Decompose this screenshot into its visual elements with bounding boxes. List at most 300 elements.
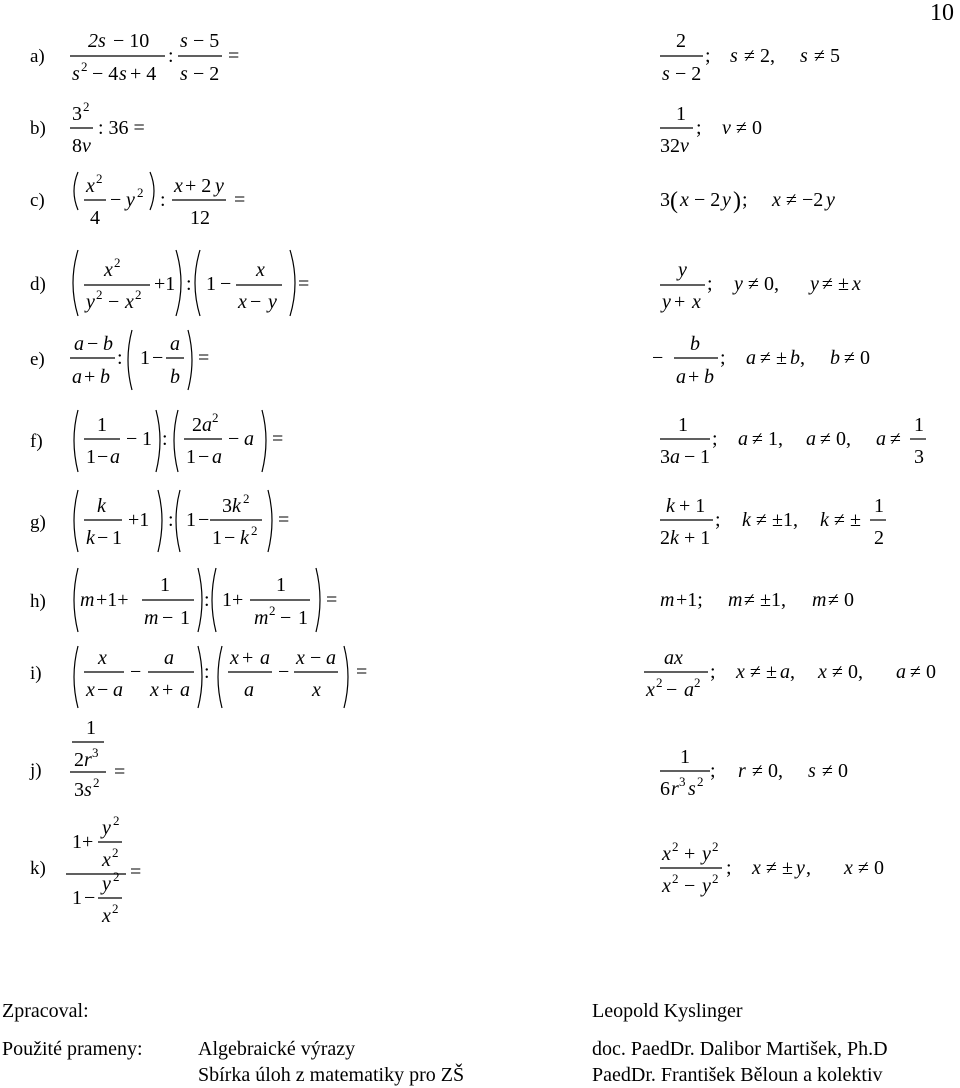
label-e: e): [30, 349, 45, 370]
svg-text:+1+: +1+: [96, 589, 129, 611]
svg-text:r: r: [84, 749, 92, 771]
svg-text:+: +: [674, 291, 686, 313]
source-title: Algebraické výrazy: [198, 1038, 356, 1060]
svg-text:v: v: [680, 135, 689, 157]
svg-text:+1;: +1;: [676, 589, 703, 611]
svg-text:x: x: [86, 679, 95, 701]
svg-text:a: a: [326, 647, 336, 669]
svg-text:;: ;: [715, 509, 721, 531]
svg-text:;: ;: [720, 347, 726, 369]
problem-k-result: [660, 839, 884, 897]
svg-text:b: b: [100, 366, 110, 388]
svg-text:(: (: [670, 188, 678, 214]
svg-text:1: 1: [914, 414, 924, 436]
svg-text:−: −: [87, 333, 99, 355]
svg-text:=: =: [198, 347, 210, 369]
svg-text:x: x: [102, 849, 111, 871]
svg-text:s: s: [730, 45, 738, 67]
svg-text:s: s: [180, 63, 188, 85]
problem-i-result: [644, 647, 936, 701]
svg-text:x: x: [238, 291, 247, 313]
svg-text:2: 2: [697, 774, 704, 789]
svg-text:y: y: [102, 873, 111, 895]
svg-text:2: 2: [114, 255, 121, 270]
svg-text:,: ,: [800, 347, 805, 369]
svg-text:,: ,: [790, 661, 795, 683]
label-f: f): [30, 431, 43, 452]
svg-text:−: −: [224, 527, 236, 549]
svg-text:−: −: [250, 291, 262, 313]
svg-text:r: r: [738, 760, 746, 782]
svg-text:2: 2: [656, 675, 663, 690]
svg-text:−: −: [278, 661, 290, 683]
svg-text:2: 2: [81, 59, 88, 74]
problem-b-result: [660, 103, 762, 157]
svg-text:2: 2: [676, 30, 686, 52]
svg-text:2: 2: [672, 839, 679, 854]
svg-text:1: 1: [206, 273, 216, 295]
svg-text:): ): [733, 188, 741, 214]
svg-text:s: s: [662, 63, 670, 85]
svg-text:1: 1: [678, 414, 688, 436]
svg-text:b: b: [170, 366, 180, 388]
svg-text:y: y: [215, 175, 224, 197]
svg-text:x: x: [150, 679, 159, 701]
svg-text:≠ 0: ≠ 0: [736, 117, 762, 139]
svg-text:1: 1: [700, 446, 710, 468]
svg-text:− 5: − 5: [193, 30, 220, 52]
svg-text:2: 2: [212, 410, 219, 425]
problem-h-result: [660, 589, 854, 611]
svg-text:+ 1: + 1: [684, 527, 711, 549]
svg-text:a: a: [74, 333, 84, 355]
svg-text:2: 2: [269, 603, 276, 618]
svg-text:− 2: − 2: [193, 63, 220, 85]
svg-text:m: m: [80, 589, 95, 611]
svg-text:v: v: [82, 135, 91, 157]
problem-d-expression: [73, 250, 309, 316]
svg-text:y: y: [702, 875, 711, 897]
svg-text:x: x: [662, 875, 671, 897]
svg-text:−: −: [684, 446, 696, 468]
svg-text:k: k: [820, 509, 829, 531]
problem-d-result: [660, 259, 861, 313]
label-k: k): [30, 858, 46, 879]
svg-text:−: −: [684, 875, 696, 897]
svg-text:2: 2: [660, 527, 670, 549]
svg-text:v: v: [722, 117, 731, 139]
svg-text:;: ;: [710, 760, 716, 782]
svg-text:m: m: [812, 589, 827, 611]
svg-text:1: 1: [874, 495, 884, 517]
label-g: g): [30, 512, 46, 533]
problem-j-result: [660, 746, 848, 800]
svg-text:x: x: [852, 273, 861, 295]
svg-text:− 4: − 4: [92, 63, 119, 85]
problem-f-expression: [74, 410, 283, 472]
svg-text:k: k: [240, 527, 249, 549]
svg-text:b: b: [103, 333, 113, 355]
svg-text:a: a: [170, 333, 180, 355]
svg-text:≠ 5: ≠ 5: [814, 45, 840, 67]
svg-text:1: 1: [97, 414, 107, 436]
svg-text:x: x: [692, 291, 701, 313]
svg-text:12: 12: [190, 207, 210, 229]
svg-text:s: s: [808, 760, 816, 782]
label-b: b): [30, 118, 46, 139]
problem-k-expression: [66, 813, 141, 927]
author-name: Leopold Kyslinger: [592, 1000, 743, 1022]
svg-text:1+: 1+: [222, 589, 244, 611]
svg-text:k: k: [232, 495, 241, 517]
svg-text:≠ 0: ≠ 0: [828, 589, 854, 611]
svg-text:−: −: [220, 273, 232, 295]
svg-text:a: a: [876, 428, 886, 450]
svg-text:+ 2: + 2: [185, 175, 212, 197]
svg-text:y: y: [702, 843, 711, 865]
svg-text:=: =: [272, 428, 284, 450]
svg-text:−: −: [110, 189, 122, 211]
svg-text:b: b: [790, 347, 800, 369]
svg-text:3: 3: [222, 495, 232, 517]
problem-g-expression: [74, 490, 289, 552]
svg-text:a: a: [212, 446, 222, 468]
svg-text:≠: ≠: [890, 428, 901, 450]
svg-text:y: y: [810, 273, 819, 295]
svg-text:−: −: [198, 446, 210, 468]
svg-text:;: ;: [707, 273, 713, 295]
svg-text:r: r: [671, 778, 679, 800]
problem-e-expression: [70, 330, 209, 390]
problem-a-result: [660, 30, 840, 85]
svg-text:3: 3: [72, 103, 82, 125]
svg-text:≠ 2,: ≠ 2,: [744, 45, 775, 67]
svg-text:2: 2: [112, 845, 119, 860]
svg-text:2: 2: [251, 523, 258, 538]
sources-label: Použité prameny:: [2, 1038, 143, 1060]
svg-text:x: x: [736, 661, 745, 683]
svg-text:− 2: − 2: [675, 63, 702, 85]
svg-text:y: y: [678, 259, 687, 281]
svg-text:s: s: [800, 45, 808, 67]
svg-text:−: −: [198, 509, 210, 531]
svg-text:2: 2: [113, 813, 120, 828]
svg-text:−: −: [152, 347, 164, 369]
svg-text::: :: [204, 589, 210, 611]
svg-text:a: a: [72, 366, 82, 388]
svg-text:1: 1: [276, 574, 286, 596]
svg-text:−: −: [652, 347, 664, 369]
svg-text:a: a: [110, 446, 120, 468]
svg-text:≠ −2: ≠ −2: [786, 189, 824, 211]
svg-text:x: x: [752, 857, 761, 879]
svg-text:2: 2: [694, 675, 701, 690]
svg-text:;: ;: [742, 189, 748, 211]
svg-text:≠ ±: ≠ ±: [766, 857, 793, 879]
svg-text:x: x: [104, 259, 113, 281]
svg-text:1: 1: [72, 887, 82, 909]
svg-text:+: +: [242, 647, 254, 669]
svg-text:s: s: [180, 30, 188, 52]
svg-text:a: a: [670, 446, 680, 468]
svg-text:y: y: [826, 189, 835, 211]
svg-text:1: 1: [86, 446, 96, 468]
svg-text:2: 2: [672, 871, 679, 886]
svg-text:2: 2: [712, 871, 719, 886]
svg-text:+ 1: + 1: [679, 495, 706, 517]
svg-text:x: x: [818, 661, 827, 683]
svg-text:−: −: [84, 887, 96, 909]
svg-text:−: −: [108, 291, 120, 313]
svg-text:x: x: [662, 843, 671, 865]
svg-text:;: ;: [712, 428, 718, 450]
problem-i-expression: [74, 646, 367, 708]
svg-text:2s: 2s: [88, 30, 106, 52]
svg-text:−: −: [97, 446, 109, 468]
svg-text:x: x: [102, 905, 111, 927]
svg-text:s: s: [119, 63, 127, 85]
svg-text:a: a: [244, 428, 254, 450]
svg-text:≠ ±: ≠ ±: [822, 273, 849, 295]
svg-text:y: y: [734, 273, 743, 295]
svg-text:2: 2: [113, 869, 120, 884]
svg-text:a: a: [738, 428, 748, 450]
svg-text:a: a: [244, 679, 254, 701]
svg-text:a: a: [676, 366, 686, 388]
svg-text:=: =: [114, 761, 126, 783]
svg-text::: :: [168, 509, 174, 531]
svg-text:b: b: [830, 347, 840, 369]
svg-text:≠ 0,: ≠ 0,: [832, 661, 863, 683]
problem-j-expression: [70, 717, 125, 801]
svg-text:≠ 0,: ≠ 0,: [752, 760, 783, 782]
svg-text:1: 1: [186, 509, 196, 531]
svg-text:≠ ±1,: ≠ ±1,: [756, 509, 798, 531]
svg-text:a: a: [164, 647, 174, 669]
problem-g-result: [660, 495, 886, 549]
svg-text:x: x: [174, 175, 183, 197]
svg-text:=: =: [278, 509, 290, 531]
svg-text:1: 1: [186, 446, 196, 468]
svg-text:1: 1: [212, 527, 222, 549]
svg-text:2: 2: [137, 185, 144, 200]
svg-text:≠ 0,: ≠ 0,: [748, 273, 779, 295]
svg-text:m: m: [254, 607, 269, 629]
svg-text:=: =: [356, 661, 368, 683]
svg-text::: :: [168, 45, 174, 67]
svg-text:y: y: [662, 291, 671, 313]
svg-text:=: =: [298, 273, 310, 295]
svg-text:≠ ±: ≠ ±: [760, 347, 787, 369]
svg-text:−: −: [126, 428, 138, 450]
svg-text:1: 1: [112, 527, 122, 549]
prepared-label: Zpracoval:: [2, 1000, 89, 1022]
svg-text:≠ 0: ≠ 0: [910, 661, 936, 683]
svg-text:−: −: [97, 679, 109, 701]
svg-text:+: +: [162, 679, 174, 701]
svg-text:a: a: [684, 679, 694, 701]
svg-text:≠ 0: ≠ 0: [822, 760, 848, 782]
svg-text:m: m: [144, 607, 159, 629]
svg-text:1: 1: [142, 428, 152, 450]
svg-text:2: 2: [112, 901, 119, 916]
svg-text:=: =: [326, 589, 338, 611]
svg-text:1: 1: [680, 746, 690, 768]
svg-text:a: a: [746, 347, 756, 369]
svg-text:y: y: [796, 857, 805, 879]
svg-text:y: y: [86, 291, 95, 313]
problem-a-expression: [70, 30, 239, 85]
svg-text:a: a: [896, 661, 906, 683]
svg-text:a: a: [180, 679, 190, 701]
svg-text:−: −: [666, 679, 678, 701]
svg-text:,: ,: [806, 857, 811, 879]
svg-text:1: 1: [180, 607, 190, 629]
svg-text:≠ ±1,: ≠ ±1,: [744, 589, 786, 611]
svg-text:a: a: [780, 661, 790, 683]
svg-text:a: a: [113, 679, 123, 701]
svg-text:− 2: − 2: [694, 189, 721, 211]
svg-text:;: ;: [696, 117, 702, 139]
svg-text:;: ;: [726, 857, 732, 879]
svg-text:−: −: [228, 428, 240, 450]
svg-text:3: 3: [74, 779, 84, 801]
svg-text:k: k: [742, 509, 751, 531]
svg-text:x: x: [230, 647, 239, 669]
svg-text:k: k: [86, 527, 95, 549]
svg-text:2: 2: [192, 414, 202, 436]
svg-text::: :: [162, 428, 168, 450]
svg-text:3: 3: [679, 774, 686, 789]
source-author: PaedDr. František Běloun a kolektiv: [592, 1064, 883, 1086]
svg-text:≠ 0: ≠ 0: [844, 347, 870, 369]
problem-c-expression: [74, 171, 245, 229]
svg-text:x: x: [256, 259, 265, 281]
svg-text:32: 32: [660, 135, 680, 157]
svg-text::: :: [204, 661, 210, 683]
source-title: Sbírka úloh z matematiky pro ZŠ: [198, 1064, 465, 1086]
svg-text:1: 1: [676, 103, 686, 125]
svg-text::: :: [186, 273, 192, 295]
label-i: i): [30, 663, 42, 684]
svg-text:2: 2: [243, 491, 250, 506]
svg-text:a: a: [202, 414, 212, 436]
svg-text:3: 3: [92, 745, 99, 760]
svg-text:2: 2: [96, 287, 103, 302]
svg-text::: :: [117, 347, 123, 369]
svg-text:3: 3: [660, 189, 670, 211]
svg-text:;: ;: [710, 661, 716, 683]
label-c: c): [30, 190, 45, 211]
svg-text:x: x: [296, 647, 305, 669]
svg-text:;: ;: [705, 45, 711, 67]
svg-text:x: x: [98, 647, 107, 669]
svg-text:b: b: [690, 333, 700, 355]
svg-text:1: 1: [298, 607, 308, 629]
svg-text:1: 1: [140, 347, 150, 369]
svg-text:=: =: [228, 45, 240, 67]
svg-text:2: 2: [83, 99, 90, 114]
svg-text:2: 2: [712, 839, 719, 854]
svg-text:2: 2: [93, 775, 100, 790]
svg-text:+: +: [84, 366, 96, 388]
source-author: doc. PaedDr. Dalibor Martišek, Ph.D: [592, 1038, 888, 1060]
svg-text:x: x: [646, 679, 655, 701]
problem-c-result: [660, 188, 835, 214]
svg-text:1: 1: [160, 574, 170, 596]
svg-text:≠ 1,: ≠ 1,: [752, 428, 783, 450]
svg-text:x: x: [86, 175, 95, 197]
svg-text:2: 2: [135, 287, 142, 302]
svg-text:− 10: − 10: [113, 30, 150, 52]
svg-text:x: x: [125, 291, 134, 313]
svg-text:≠ ±: ≠ ±: [750, 661, 777, 683]
problem-e-result: [652, 333, 870, 388]
svg-text:2: 2: [96, 171, 103, 186]
problem-h-expression: [74, 568, 337, 632]
svg-text:y: y: [722, 189, 731, 211]
svg-text:+: +: [684, 843, 696, 865]
svg-text:1+: 1+: [72, 831, 94, 853]
svg-text:y: y: [102, 817, 111, 839]
svg-text:≠ 0,: ≠ 0,: [820, 428, 851, 450]
svg-text:: 36 =: : 36 =: [98, 117, 145, 139]
svg-text:3: 3: [914, 446, 924, 468]
svg-text:b: b: [704, 366, 714, 388]
page-number: 10: [930, 0, 954, 26]
svg-text:m: m: [728, 589, 743, 611]
svg-text:y: y: [268, 291, 277, 313]
svg-text:k: k: [666, 495, 675, 517]
svg-text:4: 4: [90, 207, 100, 229]
svg-text:x: x: [844, 857, 853, 879]
svg-text:x: x: [680, 189, 689, 211]
svg-text:=: =: [130, 861, 142, 883]
svg-text:−: −: [162, 607, 174, 629]
svg-text:a: a: [260, 647, 270, 669]
svg-text:1: 1: [86, 717, 96, 739]
svg-text:8: 8: [72, 135, 82, 157]
label-h: h): [30, 591, 46, 612]
svg-text:+1: +1: [154, 273, 176, 295]
svg-text::: :: [160, 189, 166, 211]
problem-f-result: [660, 414, 926, 468]
label-a: a): [30, 46, 45, 67]
svg-text:≠ ±: ≠ ±: [834, 509, 861, 531]
svg-text:x: x: [772, 189, 781, 211]
svg-text:y: y: [126, 189, 135, 211]
svg-text:=: =: [234, 189, 246, 211]
svg-text:m: m: [660, 589, 675, 611]
svg-text:x: x: [312, 679, 321, 701]
svg-text:a: a: [806, 428, 816, 450]
svg-text:2: 2: [74, 749, 84, 771]
problem-b-expression: [70, 99, 145, 157]
svg-text:s: s: [84, 779, 92, 801]
svg-text:ax: ax: [664, 647, 683, 669]
svg-text:≠ 0: ≠ 0: [858, 857, 884, 879]
svg-text:−: −: [130, 661, 142, 683]
label-d: d): [30, 274, 46, 295]
svg-text:+1: +1: [128, 509, 150, 531]
svg-text:−: −: [280, 607, 292, 629]
footer: [0, 996, 960, 1088]
svg-text:−: −: [310, 647, 322, 669]
svg-text:3: 3: [660, 446, 670, 468]
svg-text:k: k: [670, 527, 679, 549]
svg-text:s: s: [72, 63, 80, 85]
svg-text:6: 6: [660, 778, 670, 800]
